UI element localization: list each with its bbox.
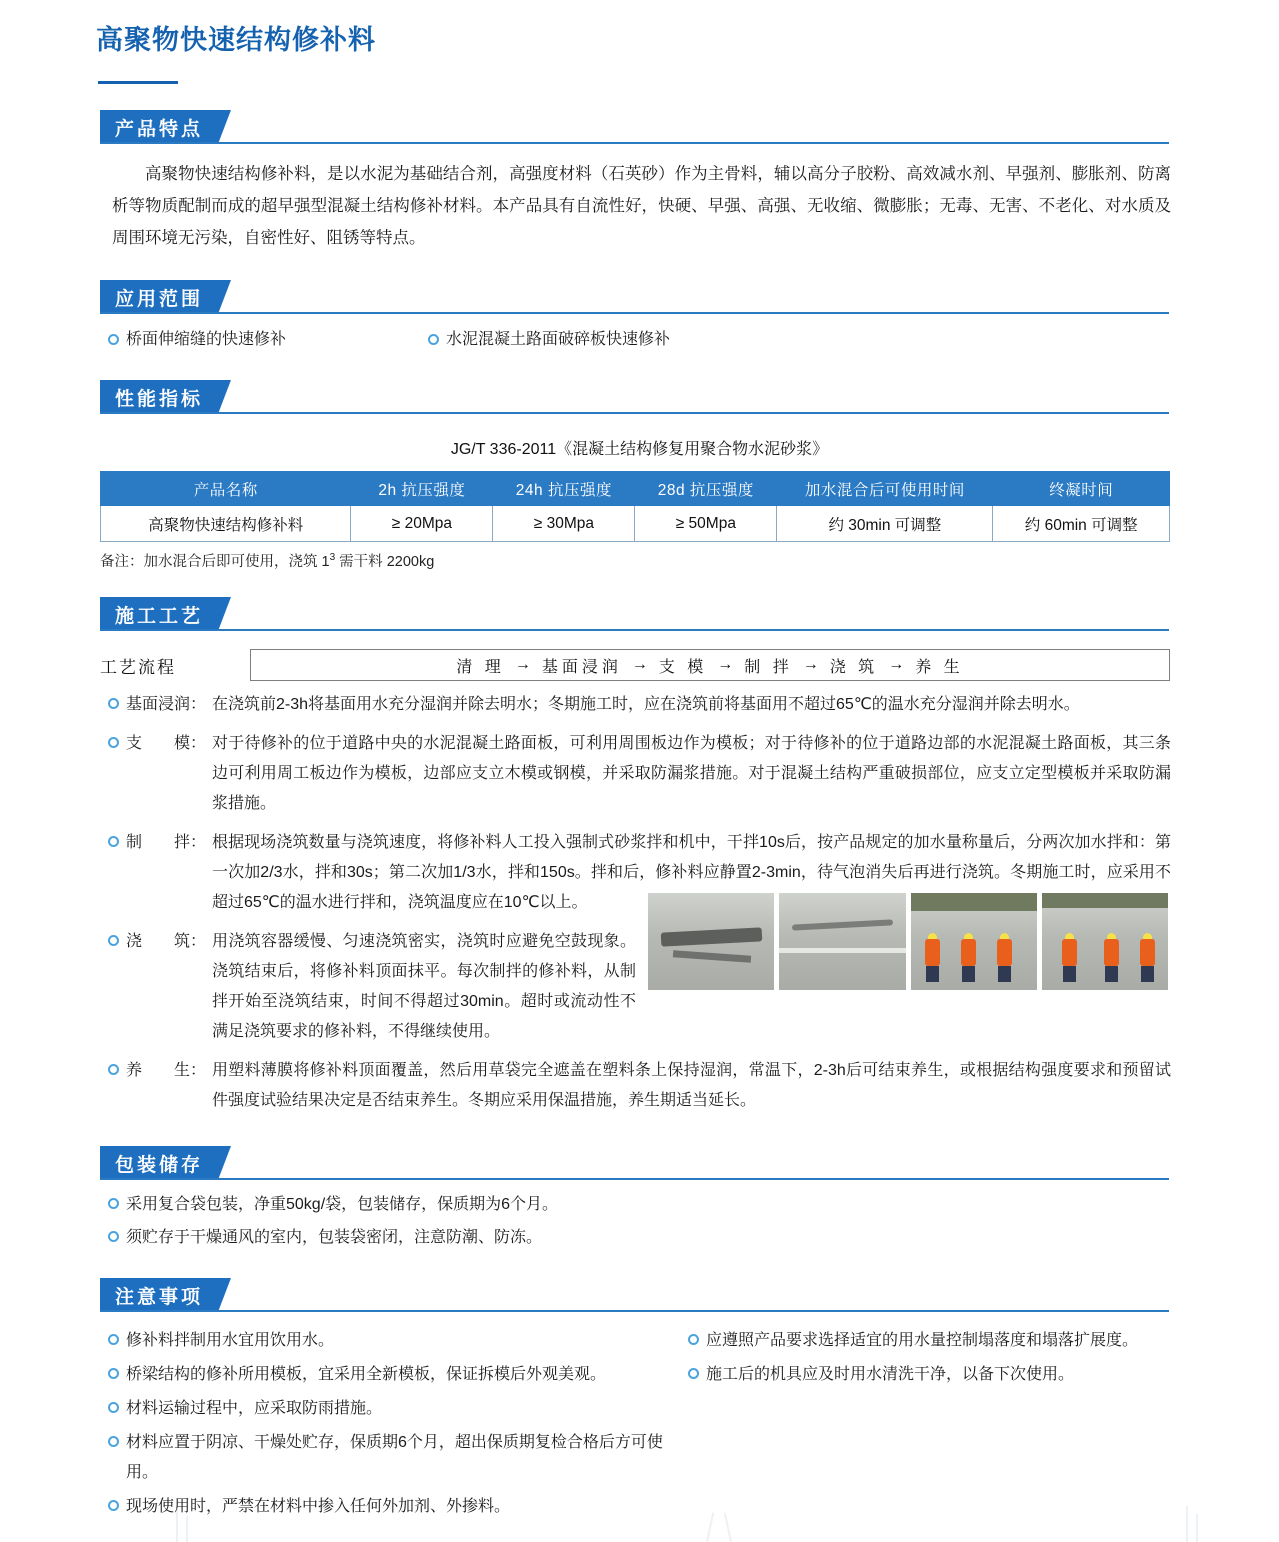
table-header-cell: 28d 抗压强度 xyxy=(635,472,777,506)
construction-photo-crack-repair xyxy=(648,893,774,990)
construction-photo-workers-finishing xyxy=(1042,893,1168,990)
title-underline xyxy=(98,81,178,84)
list-item-label: 水泥混凝土路面破碎板快速修补 xyxy=(446,331,671,348)
section-title-notes: 注意事项 xyxy=(100,1278,218,1312)
bullet-ring-icon xyxy=(108,1368,119,1379)
flow-step: 养 生 xyxy=(915,658,964,676)
table-header-cell: 终凝时间 xyxy=(993,472,1170,506)
bullet-ring-icon xyxy=(108,935,119,946)
section-rule xyxy=(100,1178,1169,1180)
table-cell: ≥ 20Mpa xyxy=(351,506,493,542)
process-step-label: 基面浸润： xyxy=(126,696,207,713)
bullet-ring-icon xyxy=(108,1064,119,1075)
bullet-ring-icon xyxy=(108,1231,119,1242)
bullet-ring-icon xyxy=(108,1198,119,1209)
list-item-label: 施工后的机具应及时用水清洗干净，以备下次使用。 xyxy=(706,1366,1075,1383)
section-rule xyxy=(100,629,1169,631)
flow-step: 制 拌 xyxy=(744,658,793,676)
process-flow xyxy=(100,649,1170,681)
section-header-application xyxy=(0,280,1279,314)
section-rule xyxy=(100,142,1169,144)
table-cell: 约 60min 可调整 xyxy=(993,506,1170,542)
flow-arrow-icon: → xyxy=(514,656,532,673)
section-title-performance: 性能指标 xyxy=(100,380,218,414)
process-step-label: 浇 筑： xyxy=(126,933,207,950)
section-header-notes xyxy=(0,1278,1279,1312)
packaging-list xyxy=(0,1190,1279,1252)
list-item xyxy=(108,1190,1279,1219)
table-header-cell: 24h 抗压强度 xyxy=(493,472,635,506)
table-note-superscript: 3 xyxy=(329,552,336,564)
flow-step: 支 模 xyxy=(658,658,708,676)
list-item xyxy=(428,326,670,354)
table-header-cell: 2h 抗压强度 xyxy=(351,472,493,506)
features-paragraph: 高聚物快速结构修补料，是以水泥为基础结合剂，高强度材料（石英砂）作为主骨料，辅以高分子胶粉、高效减水剂、早强剂、膨胀剂、防离析等物质配制而成的超早强型混凝土结构修补材料。本产品具有自流性好，快硬、早强、高强、无收缩、微膨胀；无毒、无害、不老化、对水质及周围环境无污染，自密性好、阻锈等特点。 xyxy=(112,165,1171,247)
list-item-label: 材料应置于阴凉、干燥处贮存，保质期6个月，超出保质期复检合格后方可使用。 xyxy=(126,1434,663,1481)
list-item-label: 材料运输过程中，应采取防雨措施。 xyxy=(126,1400,383,1417)
table-note-prefix: 备注：加水混合后即可使用，浇筑 1 xyxy=(100,554,330,570)
list-item-label: 桥面伸缩缝的快速修补 xyxy=(126,331,287,348)
process-step xyxy=(108,729,1171,819)
section-header-process xyxy=(0,597,1279,631)
construction-photo-workers-paving xyxy=(911,893,1037,990)
bullet-ring-icon xyxy=(108,1334,119,1345)
list-item xyxy=(108,1428,688,1488)
list-item xyxy=(688,1326,1158,1356)
process-step xyxy=(108,690,1171,720)
list-item-label: 采用复合袋包装，净重50kg/袋，包装储存，保质期为6个月。 xyxy=(126,1196,559,1213)
bullet-ring-icon xyxy=(108,334,119,345)
flow-arrow-icon: → xyxy=(802,656,820,673)
table-cell: ≥ 30Mpa xyxy=(493,506,635,542)
table-header-cell: 产品名称 xyxy=(101,472,351,506)
table-cell: 高聚物快速结构修补料 xyxy=(101,506,351,542)
section-rule xyxy=(100,1310,1169,1312)
section-rule xyxy=(100,312,1169,314)
standard-caption: JG/T 336-2011《混凝土结构修复用聚合物水泥砂浆》 xyxy=(450,441,829,458)
process-step-text: 对于待修补的位于道路中央的水泥混凝土路面板，可利用周围板边作为模板；对于待修补的位于道路边部的水泥混凝土路面板，其三条边可利用周工板边作为模板，边部应支立木模或钢模，并采取防漏浆措施。对于混凝土结构严重破损部位，应支立定型模板并采取防漏浆措施。 xyxy=(212,735,1171,812)
construction-photo-strip xyxy=(648,893,1168,990)
list-item xyxy=(108,1394,688,1424)
table-header-cell: 加水混合后可使用时间 xyxy=(777,472,993,506)
process-step-text: 用浇筑容器缓慢、匀速浇筑密实，浇筑时应避免空鼓现象。浇筑结束后，将修补料顶面抹平。每次制拌的修补料，从制拌开始至浇筑结束，时间不得超过30min。超时或流动性不满足浇筑要求的修补料，不得继续使用。 xyxy=(212,933,636,1040)
list-item xyxy=(108,1492,688,1522)
section-header-packaging xyxy=(0,1146,1279,1180)
process-flow-box xyxy=(250,649,1170,681)
performance-table xyxy=(100,471,1170,542)
list-item-label: 须贮存于干燥通风的室内，包装袋密闭，注意防潮、防冻。 xyxy=(126,1229,543,1246)
process-flow-label: 工艺流程 xyxy=(100,657,176,677)
list-item xyxy=(108,1360,688,1390)
list-item xyxy=(688,1360,1158,1390)
section-rule xyxy=(100,412,1169,414)
application-list xyxy=(108,326,1279,354)
process-step-text: 根据现场浇筑数量与浇筑速度，将修补料人工投入强制式砂浆拌和机中，干拌10s后，按产品规定的加水量称量后，分两次加水拌和：第一次加2/3水，拌和30s；第二次加1/3水，拌和150s。拌和后，修补料应静置2-3min，待气泡消失后再进行浇筑。冬期施工时，应采用不超过65℃的温水进行拌和，浇筑温度应在10℃以上。 xyxy=(212,834,1171,911)
section-title-features: 产品特点 xyxy=(100,110,218,144)
flow-arrow-icon: → xyxy=(888,656,906,673)
flow-step: 清 理 xyxy=(456,658,505,676)
process-step-label: 制 拌： xyxy=(126,834,207,851)
section-title-packaging: 包装储存 xyxy=(100,1146,218,1180)
table-header-row xyxy=(101,472,1170,506)
notes-columns xyxy=(108,1322,1178,1522)
table-cell: 约 30min 可调整 xyxy=(777,506,993,542)
table-note-suffix: 需干料 2200kg xyxy=(335,554,435,570)
bullet-ring-icon xyxy=(108,1500,119,1511)
flow-arrow-icon: → xyxy=(717,656,735,673)
table-row xyxy=(101,506,1170,542)
bullet-ring-icon xyxy=(688,1334,699,1345)
process-step-label: 支 模： xyxy=(126,735,207,752)
process-step-label: 养 生： xyxy=(126,1062,207,1079)
list-item xyxy=(108,326,428,354)
construction-photo-road-surface xyxy=(779,893,905,990)
flow-step: 浇 筑 xyxy=(829,658,879,676)
notes-column-right xyxy=(688,1322,1158,1522)
flow-arrow-icon: → xyxy=(631,656,649,673)
table-note xyxy=(100,550,1279,571)
bullet-ring-icon xyxy=(108,698,119,709)
table-cell: ≥ 50Mpa xyxy=(635,506,777,542)
bullet-ring-icon xyxy=(108,737,119,748)
process-step-text: 用塑料薄膜将修补料顶面覆盖，然后用草袋完全遮盖在塑料条上保持湿润，常温下，2-3h后可结束养生，或根据结构强度要求和预留试件强度试验结果决定是否结束养生。冬期应采用保温措施，养生期适当延长。 xyxy=(212,1062,1171,1109)
list-item-label: 应遵照产品要求选择适宜的用水量控制塌落度和塌落扩展度。 xyxy=(706,1332,1139,1349)
process-step xyxy=(108,1056,1171,1116)
section-title-process: 施工工艺 xyxy=(100,597,218,631)
section-title-application: 应用范围 xyxy=(100,280,218,314)
list-item-label: 修补料拌制用水宜用饮用水。 xyxy=(126,1332,335,1349)
page-title: 高聚物快速结构修补料 xyxy=(96,25,376,55)
bullet-ring-icon xyxy=(108,1402,119,1413)
bullet-ring-icon xyxy=(108,836,119,847)
list-item-label: 桥梁结构的修补所用模板，宜采用全新模板，保证拆模后外观美观。 xyxy=(126,1366,607,1383)
bullet-ring-icon xyxy=(688,1368,699,1379)
section-header-features xyxy=(0,110,1279,144)
notes-column-left xyxy=(108,1322,688,1522)
section-header-performance xyxy=(0,380,1279,414)
bullet-ring-icon xyxy=(108,1436,119,1447)
bullet-ring-icon xyxy=(428,334,439,345)
list-item-label: 现场使用时，严禁在材料中掺入任何外加剂、外掺料。 xyxy=(126,1498,511,1515)
list-item xyxy=(108,1223,1279,1252)
flow-step: 基面浸润 xyxy=(541,658,622,676)
process-step-text: 在浇筑前2-3h将基面用水充分湿润并除去明水；冬期施工时，应在浇筑前将基面用不超过65℃的温水充分湿润并除去明水。 xyxy=(212,696,1080,713)
list-item xyxy=(108,1326,688,1356)
